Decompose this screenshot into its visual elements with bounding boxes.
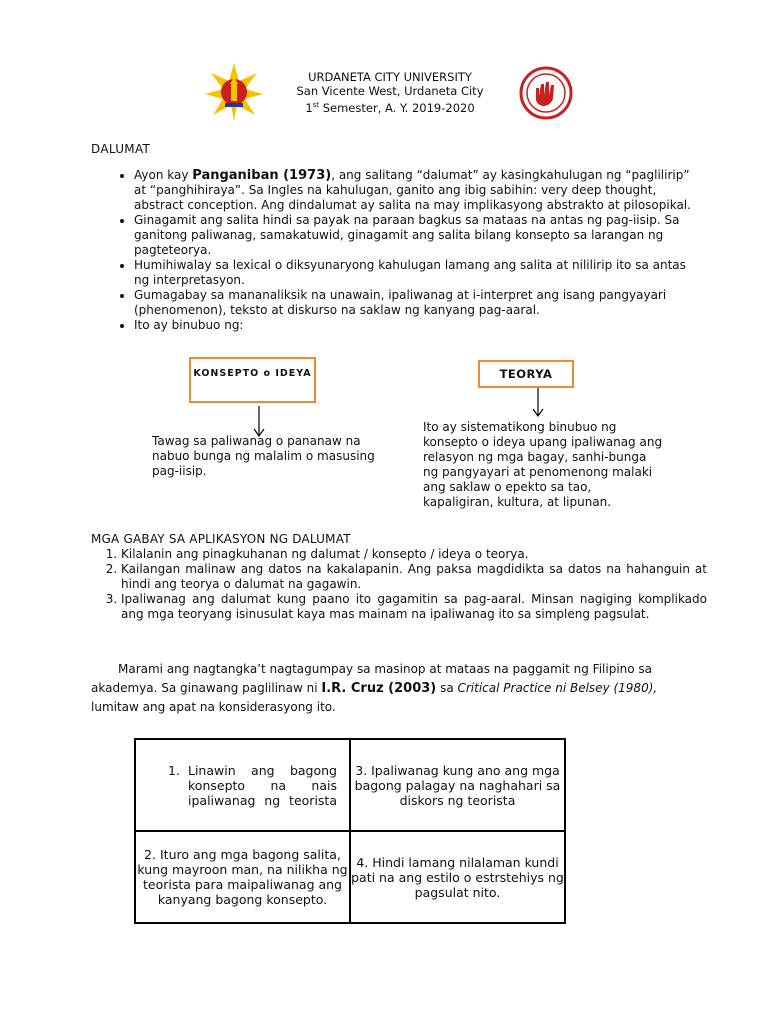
list-item: 1. Kilalanin ang pinagkuhanan ng dalumat / konsepto / ideya o teorya. <box>121 547 707 562</box>
list-item: • Ginagamit ang salita hindi sa payak na paraan bagkus sa mataas na antas ng pag-iisip. Sa ganitong paliwanag, samakatuwid, ginagamit ang salita bilang konsepto sa larangan ng pagteteorya. <box>134 213 704 258</box>
konsepto-description: Tawag sa paliwanag o pananaw na nabuo bunga ng malalim o masusing pag-iisip. <box>152 434 375 478</box>
gabay-section-title: MGA GABAY SA APLIKASYON NG DALUMAT <box>91 532 351 546</box>
table-cell: 4. Hindi lamang nilalaman kundi pati na ang estilo o estrstehiys ng pagsulat nito. <box>350 831 565 923</box>
list-item: 3. Ipaliwanag ang dalumat kung paano ito gagamitin sa pag-aaral. Minsan nagiging komplikado ang mga teoryang isinusulat kaya mas mainam na ipaliwanag ito sa simpleng pagsulat. <box>121 592 707 622</box>
list-item: • Ito ay binubuo ng: <box>134 318 704 333</box>
arrow-down-icon <box>531 388 545 418</box>
semester-line: 1st Semester, A. Y. 2019-2020 <box>305 100 475 115</box>
cruz-paragraph: Marami ang nagtangka’t nagtagumpay sa masinop at mataas na paggamit ng Filipino sa akademya. Sa ginawang paglilinaw ni I.R. Cruz (2003) sa Critical Practice ni Belsey (1980), lumitaw ang apat na konsiderasyong ito. <box>91 662 658 714</box>
gabay-numbered-list <box>91 547 707 622</box>
konsepto-box: KONSEPTO o IDEYA <box>189 357 316 403</box>
university-header <box>240 70 540 115</box>
college-seal-logo-right <box>516 66 576 120</box>
teorya-description: Ito ay sistematikong binubuo ng konsepto o ideya upang ipaliwanag ang relasyon ng mga bagay, sanhi-bunga ng pangyayari at penomenong malaki ang saklaw o epekto sa tao, kapaligiran, kultura, at lipunan. <box>423 420 663 509</box>
section-title-dalumat: DALUMAT <box>91 142 151 156</box>
teorya-box: TEORYA <box>478 360 574 388</box>
dalumat-bullet-list <box>112 168 704 333</box>
university-name: URDANETA CITY UNIVERSITY <box>308 70 472 84</box>
table-cell: 2. Ituro ang mga bagong salita, kung mayroon man, na nilikha ng teorista para maipaliwanag ang kanyang bagong konsepto. <box>135 831 350 923</box>
list-item: 2. Kailangan malinaw ang datos na kakalapanin. Ang paksa magdidikta sa datos na hahanguin at hindi ang teorya o dalumat na gagawin. <box>121 562 707 592</box>
list-item: • Gumagabay sa mananaliksik na unawain, ipaliwanag at i-interpret ang isang pangyayari (phenomenon), teksto at diskurso na saklaw ng kanyang pag-aaral. <box>134 288 704 318</box>
university-address: San Vicente West, Urdaneta City <box>296 84 484 98</box>
table-cell: 3. Ipaliwanag kung ano ang mga bagong palagay na naghahari sa diskors ng teorista <box>350 739 565 831</box>
considerations-table <box>134 738 566 924</box>
list-item: • Ayon kay Panganiban (1973), ang salitang “dalumat” ay kasingkahulugan ng “paglilirip” at “panghihiraya”. Sa Ingles na kahulugan, ganito ang ibig sabihin: very deep thought, abstract conception. Ang dindalumat ay salita na may implikasyong abstrakto at pilosopikal. <box>134 168 704 213</box>
table-cell: 1. Linawin ang bagong konsepto na nais ipaliwanag ng teorista <box>135 739 350 831</box>
list-item: • Humihiwalay sa lexical o diksyunaryong kahulugan lamang ang salita at nililirip ito sa antas ng interpretasyon. <box>134 258 704 288</box>
